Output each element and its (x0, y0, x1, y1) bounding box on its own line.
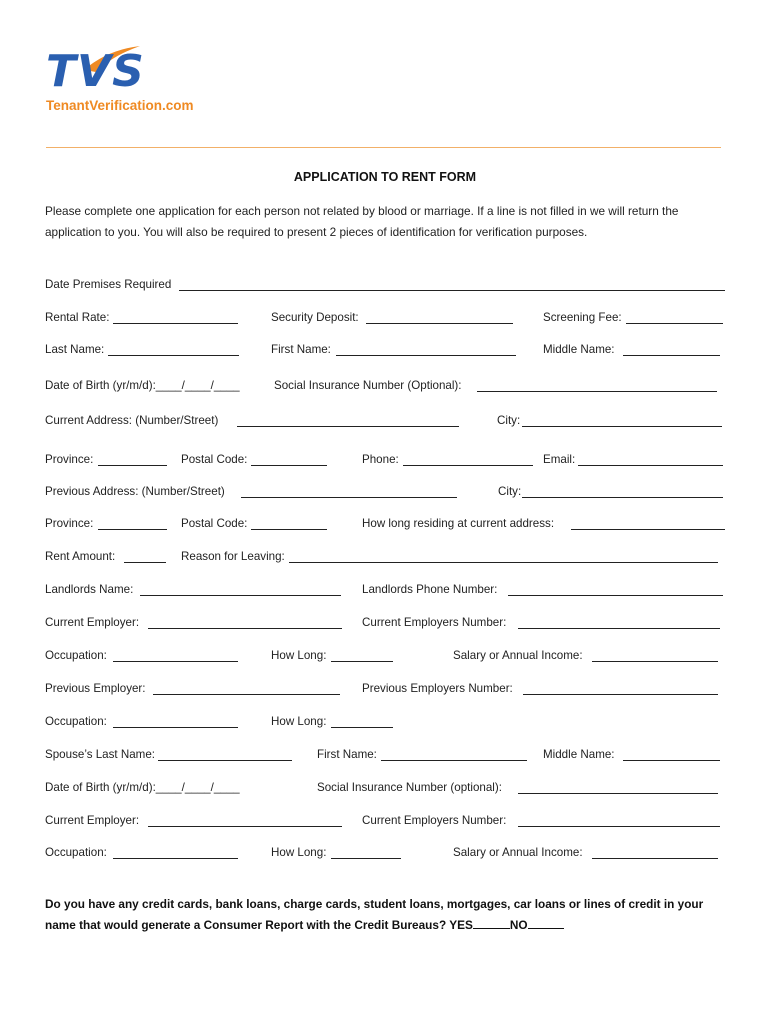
previous-postal-code-label: Postal Code: (181, 517, 248, 530)
current-employer-label: Current Employer: (45, 616, 140, 629)
occupation-field[interactable] (113, 649, 238, 662)
spouse-middle-name-field[interactable] (623, 748, 720, 761)
postal-code-field[interactable] (251, 453, 327, 466)
previous-postal-code-field[interactable] (251, 517, 327, 530)
previous-city-field[interactable] (522, 485, 723, 498)
spouse-sin-label: Social Insurance Number (optional): (317, 781, 502, 794)
first-name-field[interactable] (336, 343, 516, 356)
previous-employer-label: Previous Employer: (45, 682, 146, 695)
previous-how-long-field[interactable] (331, 715, 393, 728)
first-name-label: First Name: (271, 343, 331, 356)
last-name-field[interactable] (108, 343, 239, 356)
how-long-residing-label: How long residing at current address: (362, 517, 555, 530)
spouse-current-employer-field[interactable] (148, 814, 342, 827)
no-field[interactable] (528, 916, 564, 929)
previous-employers-number-label: Previous Employers Number: (362, 682, 513, 695)
spouse-how-long-label: How Long: (271, 846, 327, 859)
reason-leaving-label: Reason for Leaving: (181, 550, 285, 563)
province-field[interactable] (98, 453, 167, 466)
city-label: City: (497, 414, 521, 427)
screening-fee-label: Screening Fee: (543, 311, 622, 324)
landlords-phone-field[interactable] (508, 583, 723, 596)
credit-question (45, 894, 735, 936)
screening-fee-field[interactable] (626, 311, 723, 324)
spouse-middle-name-label: Middle Name: (543, 748, 615, 761)
yes-label: YES (449, 918, 473, 932)
spouse-dob-label: Date of Birth (yr/m/d):____/____/____ (45, 781, 240, 794)
how-long-residing-field[interactable] (571, 517, 725, 530)
dob-label: Date of Birth (yr/m/d):____/____/____ (45, 379, 240, 392)
email-field[interactable] (578, 453, 723, 466)
spouse-employers-number-label: Current Employers Number: (362, 814, 507, 827)
sin-field[interactable] (477, 379, 717, 392)
current-employers-number-label: Current Employers Number: (362, 616, 507, 629)
previous-employers-number-field[interactable] (523, 682, 718, 695)
credit-question-text: Do you have any credit cards, bank loans, charge cards, student loans, mortgages, car loans or lines of credit in your name that would generate a Consumer Report with the Credit Bureaus? (45, 897, 704, 932)
current-address-field[interactable] (237, 414, 459, 427)
middle-name-field[interactable] (623, 343, 720, 356)
spouse-first-name-field[interactable] (381, 748, 527, 761)
salary-label: Salary or Annual Income: (453, 649, 583, 662)
header-divider (46, 147, 721, 148)
city-field[interactable] (522, 414, 722, 427)
previous-occupation-label: Occupation: (45, 715, 107, 728)
postal-code-label: Postal Code: (181, 453, 248, 466)
spouse-sin-field[interactable] (518, 781, 718, 794)
form-instructions: Please complete one application for each person not related by blood or marriage. If a line is not filled in we will return the application to you. You will also be required to present 2 pieces of identification for verification purposes. (45, 204, 679, 239)
reason-leaving-field[interactable] (289, 550, 718, 563)
last-name-label: Last Name: (45, 343, 105, 356)
salary-field[interactable] (592, 649, 718, 662)
spouse-occupation-field[interactable] (113, 846, 238, 859)
previous-address-label: Previous Address: (Number/Street) (45, 485, 225, 498)
previous-address-field[interactable] (241, 485, 457, 498)
spouse-salary-field[interactable] (592, 846, 718, 859)
previous-city-label: City: (498, 485, 522, 498)
phone-label: Phone: (362, 453, 399, 466)
rental-rate-field[interactable] (113, 311, 238, 324)
no-label: NO (509, 918, 528, 932)
previous-employer-field[interactable] (153, 682, 340, 695)
rental-rate-label: Rental Rate: (45, 311, 110, 324)
spouse-first-name-label: First Name: (317, 748, 377, 761)
landlords-name-label: Landlords Name: (45, 583, 134, 596)
rent-amount-label: Rent Amount: (45, 550, 116, 563)
previous-province-label: Province: (45, 517, 94, 530)
occupation-label: Occupation: (45, 649, 107, 662)
middle-name-label: Middle Name: (543, 343, 615, 356)
spouse-salary-label: Salary or Annual Income: (453, 846, 583, 859)
spouse-how-long-field[interactable] (331, 846, 401, 859)
sin-label: Social Insurance Number (Optional): (274, 379, 462, 392)
logo-mark: TVS (46, 46, 145, 97)
previous-how-long-label: How Long: (271, 715, 327, 728)
email-label: Email: (543, 453, 576, 466)
rent-amount-field[interactable] (124, 550, 166, 563)
date-premises-label: Date Premises Required (45, 278, 172, 291)
how-long-label: How Long: (271, 649, 327, 662)
spouse-occupation-label: Occupation: (45, 846, 107, 859)
yes-field[interactable] (473, 916, 510, 929)
security-deposit-field[interactable] (366, 311, 513, 324)
previous-province-field[interactable] (98, 517, 167, 530)
spouse-current-employer-label: Current Employer: (45, 814, 140, 827)
current-employer-field[interactable] (148, 616, 342, 629)
province-label: Province: (45, 453, 94, 466)
date-premises-field[interactable] (179, 278, 725, 291)
current-employers-number-field[interactable] (518, 616, 720, 629)
spouse-last-name-label: Spouse’s Last Name: (45, 748, 155, 761)
previous-occupation-field[interactable] (113, 715, 238, 728)
landlords-name-field[interactable] (140, 583, 341, 596)
security-deposit-label: Security Deposit: (271, 311, 359, 324)
current-address-label: Current Address: (Number/Street) (45, 414, 219, 427)
how-long-field[interactable] (331, 649, 393, 662)
spouse-last-name-field[interactable] (158, 748, 292, 761)
landlords-phone-label: Landlords Phone Number: (362, 583, 498, 596)
spouse-employers-number-field[interactable] (518, 814, 720, 827)
logo-site-name: TenantVerification.com (46, 98, 194, 113)
phone-field[interactable] (403, 453, 533, 466)
form-title: APPLICATION TO RENT FORM (293, 170, 477, 184)
